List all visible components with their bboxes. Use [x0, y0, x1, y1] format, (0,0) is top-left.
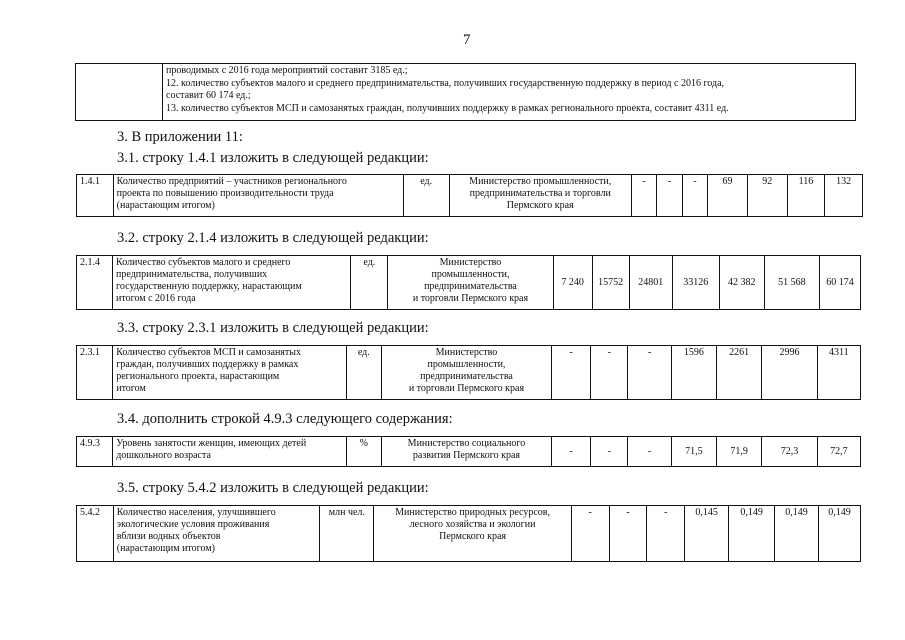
row-value: 4311	[817, 346, 860, 400]
section-heading: 3.1. строку 1.4.1 изложить в следующей редакции:	[117, 150, 429, 166]
row-code: 1.4.1	[77, 175, 114, 217]
row-name-line: экологические условия проживания	[116, 519, 270, 530]
row-agency-line: предпринимательства и торговли	[469, 188, 611, 199]
row-value: 132	[825, 175, 863, 217]
row-value: -	[571, 506, 609, 562]
row-name-line: (нарастающим итогом)	[116, 200, 215, 211]
row-agency-line: промышленности,	[431, 269, 510, 280]
row-agency-line: лесного хозяйства и экологии	[409, 519, 536, 530]
row-name-line: итогом	[116, 383, 146, 394]
row-value: 0,149	[729, 506, 775, 562]
row-value: -	[552, 437, 591, 467]
row-value: 2261	[717, 346, 762, 400]
continuation-line: 13. количество субъектов МСП и самозанятых граждан, получивших поддержку в рамках регионального проекта, составит 4311 ед.	[166, 102, 729, 114]
row-name	[113, 346, 346, 400]
row-value: 0,149	[775, 506, 819, 562]
row-name-line: регионального проекта, нарастающим	[116, 371, 280, 382]
section-heading: 3.3. строку 2.3.1 изложить в следующей редакции:	[117, 320, 429, 336]
row-name-line: итогом с 2016 года	[116, 293, 196, 304]
section-heading: 3.2. строку 2.1.4 изложить в следующей редакции:	[117, 230, 429, 246]
row-agency-line: и торговли Пермского края	[412, 293, 529, 304]
row-value: -	[647, 506, 685, 562]
row-name-line: Количество населения, улучшившего	[116, 507, 276, 518]
row-code: 5.4.2	[77, 506, 114, 562]
row-agency	[374, 506, 571, 562]
row-value: 42 382	[719, 256, 764, 310]
row-agency-line: промышленности,	[427, 359, 506, 370]
row-agency-line: предпринимательства	[424, 281, 517, 292]
row-value: 0,149	[819, 506, 861, 562]
continuation-empty-cell	[76, 64, 163, 121]
row-agency-line: Министерство	[439, 257, 502, 268]
row-value: 1596	[671, 346, 716, 400]
row-agency-line: Министерство природных ресурсов,	[395, 507, 551, 518]
row-value: 69	[708, 175, 748, 217]
row-value: 15752	[592, 256, 629, 310]
row-code: 2.1.4	[77, 256, 113, 310]
row-name-line: предпринимательства, получивших	[116, 269, 268, 280]
row-value: 92	[747, 175, 787, 217]
row-code: 4.9.3	[77, 437, 113, 467]
page-number: 7	[463, 32, 471, 48]
row-value: 33126	[672, 256, 719, 310]
row-agency-line: Министерство социального	[407, 438, 526, 449]
row-agency-line: предпринимательства	[420, 371, 513, 382]
section-heading: 3.5. строку 5.4.2 изложить в следующей редакции:	[117, 480, 429, 496]
row-agency	[381, 437, 551, 467]
amendment-table-1-4-1	[76, 174, 863, 217]
row-name-line: вблизи водных объектов	[116, 531, 221, 542]
row-value: 7 240	[553, 256, 592, 310]
row-name-line: граждан, получивших поддержку в рамках	[116, 359, 299, 370]
row-value: 51 568	[764, 256, 819, 310]
row-name-line: (нарастающим итогом)	[116, 543, 215, 554]
row-value: -	[591, 437, 628, 467]
row-value: 71,5	[671, 437, 716, 467]
amendment-table-2-3-1	[76, 345, 861, 400]
continuation-line: проводимых с 2016 года мероприятий составит 3185 ед.;	[166, 65, 408, 76]
row-name-line: Количество субъектов МСП и самозанятых	[116, 347, 301, 358]
row-value: -	[628, 437, 671, 467]
row-value: 71,9	[717, 437, 762, 467]
row-name-line: проекта по повышению производительности труда	[116, 188, 334, 199]
continuation-line: 12. количество субъектов малого и среднего предпринимательства, получивших государственную поддержку в период с 2016 года,	[166, 77, 725, 89]
row-name	[113, 506, 319, 562]
row-agency	[381, 346, 551, 400]
row-unit: млн чел.	[320, 506, 374, 562]
amendment-table-2-1-4	[76, 255, 861, 310]
row-value: 0,145	[685, 506, 729, 562]
row-value: -	[609, 506, 647, 562]
row-unit: ед.	[351, 256, 388, 310]
row-value: 24801	[629, 256, 672, 310]
row-value: 116	[787, 175, 825, 217]
continuation-text-cell	[163, 64, 856, 121]
row-value: -	[552, 346, 591, 400]
row-name-line: Количество предприятий – участников регионального	[116, 176, 347, 187]
row-agency-line: Министерство промышленности,	[469, 176, 612, 187]
row-code: 2.3.1	[77, 346, 113, 400]
row-agency	[388, 256, 553, 310]
row-value: -	[657, 175, 682, 217]
row-agency-line: Пермского края	[506, 200, 574, 211]
row-agency-line: и торговли Пермского края	[408, 383, 525, 394]
row-value: -	[628, 346, 671, 400]
row-value: 60 174	[819, 256, 860, 310]
row-name	[113, 256, 351, 310]
row-unit: ед.	[346, 346, 381, 400]
row-unit: %	[346, 437, 381, 467]
row-name-line: дошкольного возраста	[116, 450, 211, 461]
row-value: -	[682, 175, 707, 217]
continuation-line: составит 60 174 ед.;	[166, 90, 251, 101]
row-value: -	[591, 346, 628, 400]
row-agency-line: Пермского края	[439, 531, 506, 542]
row-value: 72,7	[817, 437, 860, 467]
row-name-line: Количество субъектов малого и среднего	[116, 257, 291, 268]
row-agency-line: развития Пермского края	[412, 450, 521, 461]
row-agency	[449, 175, 631, 217]
row-name	[113, 175, 403, 217]
amendment-table-5-4-2	[76, 505, 861, 562]
amendment-table-4-9-3	[76, 436, 861, 467]
section-heading: 3.4. дополнить строкой 4.9.3 следующего содержания:	[117, 411, 453, 427]
row-name-line: государственную поддержку, нарастающим	[116, 281, 302, 292]
row-value: 2996	[762, 346, 817, 400]
row-unit: ед.	[403, 175, 449, 217]
row-value: 72,3	[762, 437, 817, 467]
continuation-table	[75, 63, 856, 121]
row-name	[113, 437, 346, 467]
row-value: -	[631, 175, 656, 217]
row-name-line: Уровень занятости женщин, имеющих детей	[116, 438, 307, 449]
row-agency-line: Министерство	[435, 347, 498, 358]
section-heading: 3. В приложении 11:	[117, 129, 243, 145]
